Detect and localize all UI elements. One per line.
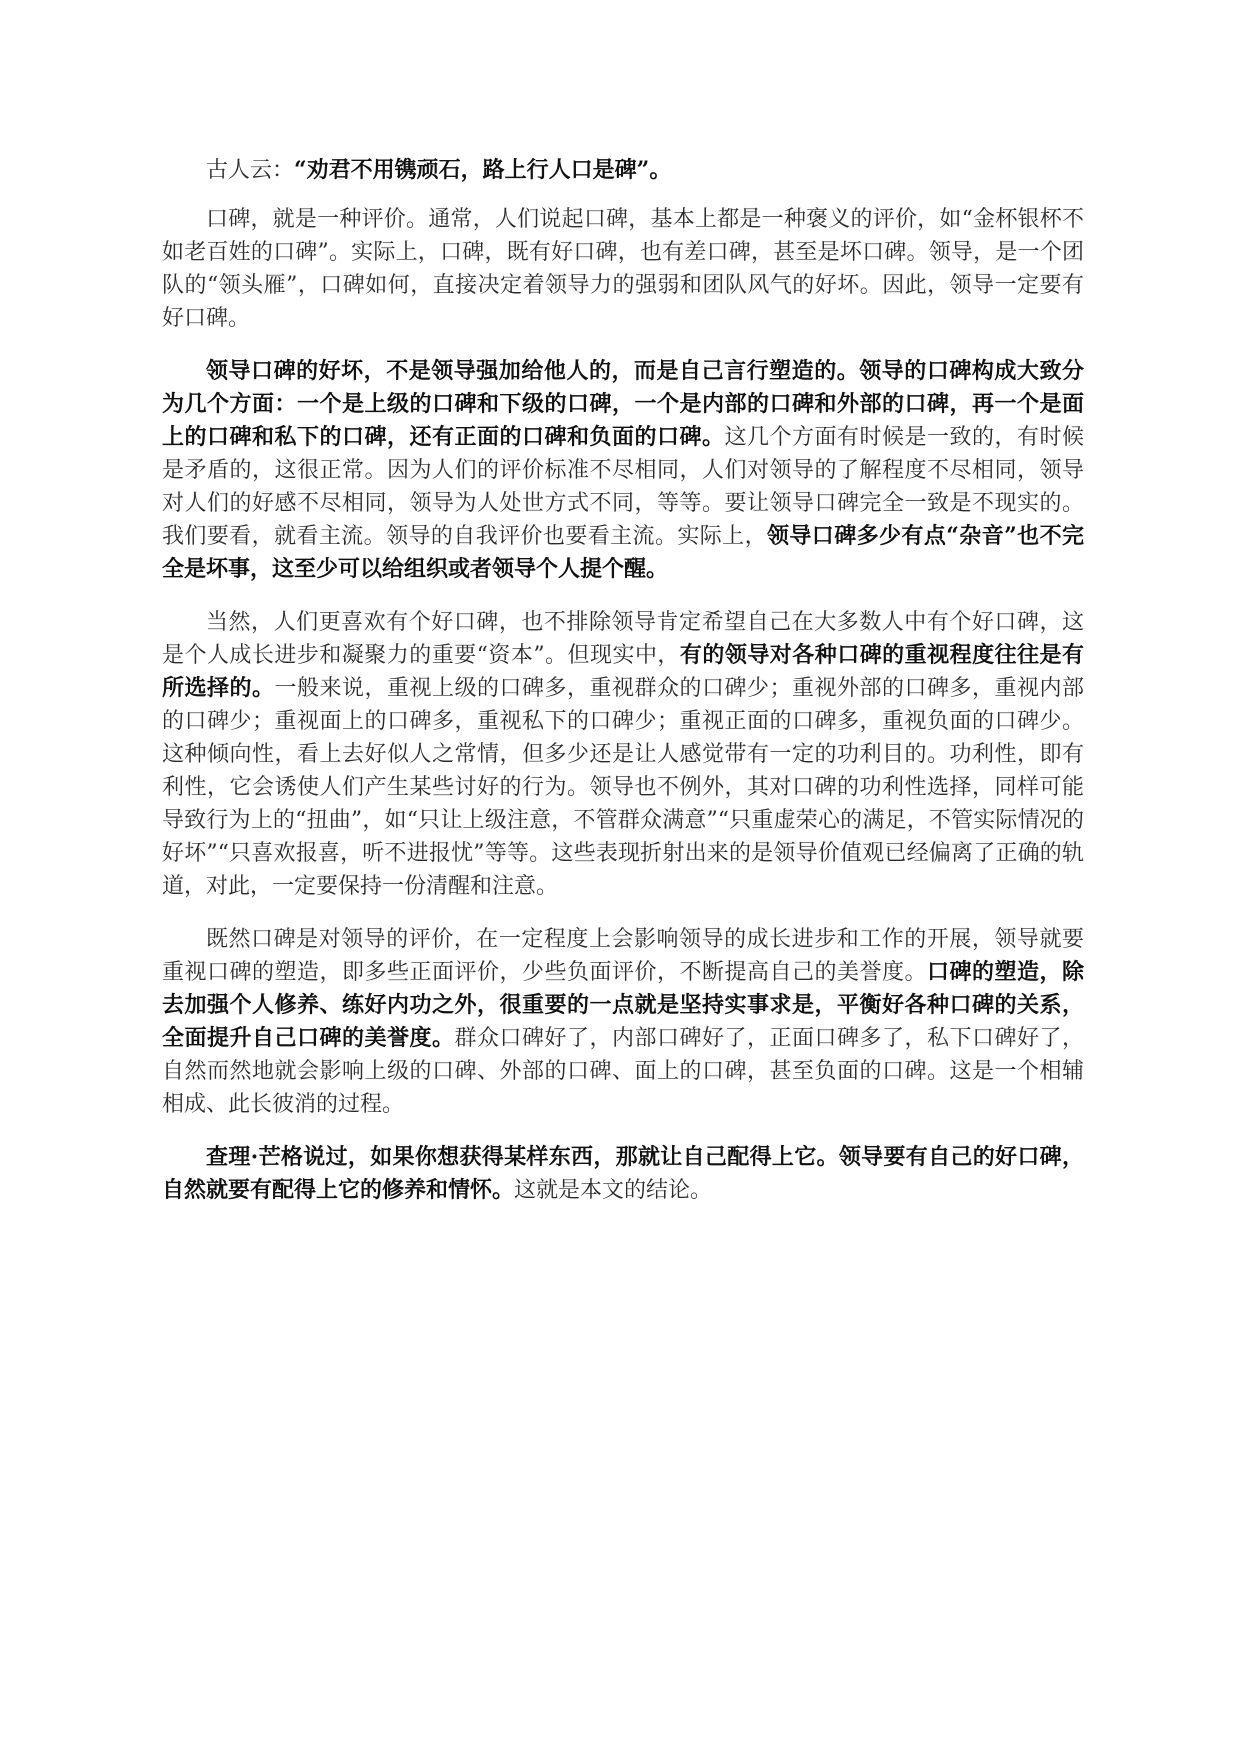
paragraph-selectivity xyxy=(162,606,1084,903)
text-segment: 群众口碑好了，内部口碑好了，正面口碑多了，私下口碑好了，自然而然地就会影响上级的口碑、外部的口碑、面上的口碑，甚至负面的口碑。这是一个相辅相成、此长彼消的过程。 xyxy=(162,1026,1084,1117)
paragraph-quote xyxy=(162,154,1084,187)
text-segment-bold: 查理·芒格说过，如果你想获得某样东西，那就让自己配得上它。领导要有自己的好口碑，自然就要有配得上它的修养和情怀。 xyxy=(162,1144,1084,1203)
document-body xyxy=(162,154,1084,1227)
text-segment-bold: 有的领导对各种口碑的重视程度往往是有所选择的。 xyxy=(162,642,1084,701)
text-segment: 一般来说，重视上级的口碑多，重视群众的口碑少；重视外部的口碑多，重视内部的口碑少；重视面上的口碑多，重视私下的口碑少；重视正面的口碑多，重视负面的口碑少。这种倾向性，看上去好似人之常情，但多少还是让人感觉带有一定的功利目的。功利性，即有利性，它会诱使人们产生某些讨好的行为。领导也不例外，其对口碑的功利性选择，同样可能导致行为上的“扭曲”，如“只让上级注意，不管群众满意”“只重虚荣心的满足，不管实际情况的好坏”“只喜欢报喜，听不进报忧”等等。这些表现折射出来的是领导价值观已经偏离了正确的轨道，对此，一定要保持一份清醒和注意。 xyxy=(162,676,1084,899)
paragraph-shaping xyxy=(162,923,1084,1121)
paragraph-definition xyxy=(162,203,1084,335)
text-segment: 这几个方面有时候是一致的，有时候是矛盾的，这很正常。因为人们的评价标准不尽相同，人们对领导的了解程度不尽相同，领导对人们的好感不尽相同，领导为人处世方式不同，等等。要让领导口碑完全一致是不现实的。我们要看，就看主流。领导的自我评价也要看主流。实际上， xyxy=(162,425,1084,549)
text-segment-bold: “劝君不用镌顽石，路上行人口是碑”。 xyxy=(294,157,672,183)
text-segment: 这就是本文的结论。 xyxy=(514,1178,713,1203)
text-segment-bold: 领导口碑的好坏，不是领导强加给他人的，而是自己言行塑造的。领导的口碑构成大致分为几个方面：一个是上级的口碑和下级的口碑，一个是内部的口碑和外部的口碑，再一个是面上的口碑和私下的口碑，还有正面的口碑和负面的口碑。 xyxy=(162,358,1084,450)
paragraph-conclusion xyxy=(162,1141,1084,1207)
text-segment: 口碑，就是一种评价。通常，人们说起口碑，基本上都是一种褒义的评价，如“金杯银杯不如老百姓的口碑”。实际上，口碑，既有好口碑，也有差口碑，甚至是坏口碑。领导，是一个团队的“领头雁”，口碑如何，直接决定着领导力的强弱和团队风气的好坏。因此，领导一定要有好口碑。 xyxy=(162,207,1085,331)
paragraph-composition xyxy=(162,355,1084,586)
text-segment: 当然，人们更喜欢有个好口碑，也不排除领导肯定希望自己在大多数人中有个好口碑，这是个人成长进步和凝聚力的重要“资本”。但现实中， xyxy=(162,610,1084,668)
text-segment-bold: 领导口碑多少有点“杂音”也不完全是坏事，这至少可以给组织或者领导个人提个醒。 xyxy=(162,523,1084,582)
text-segment-bold: 口碑的塑造，除去加强个人修养、练好内功之外，很重要的一点就是坚持实事求是，平衡好各种口碑的关系，全面提升自己口碑的美誉度。 xyxy=(162,959,1084,1051)
text-segment: 既然口碑是对领导的评价，在一定程度上会影响领导的成长进步和工作的开展，领导就要重视口碑的塑造，即多些正面评价，少些负面评价，不断提高自己的美誉度。 xyxy=(162,927,1084,985)
text-segment: 古人云： xyxy=(206,158,295,183)
